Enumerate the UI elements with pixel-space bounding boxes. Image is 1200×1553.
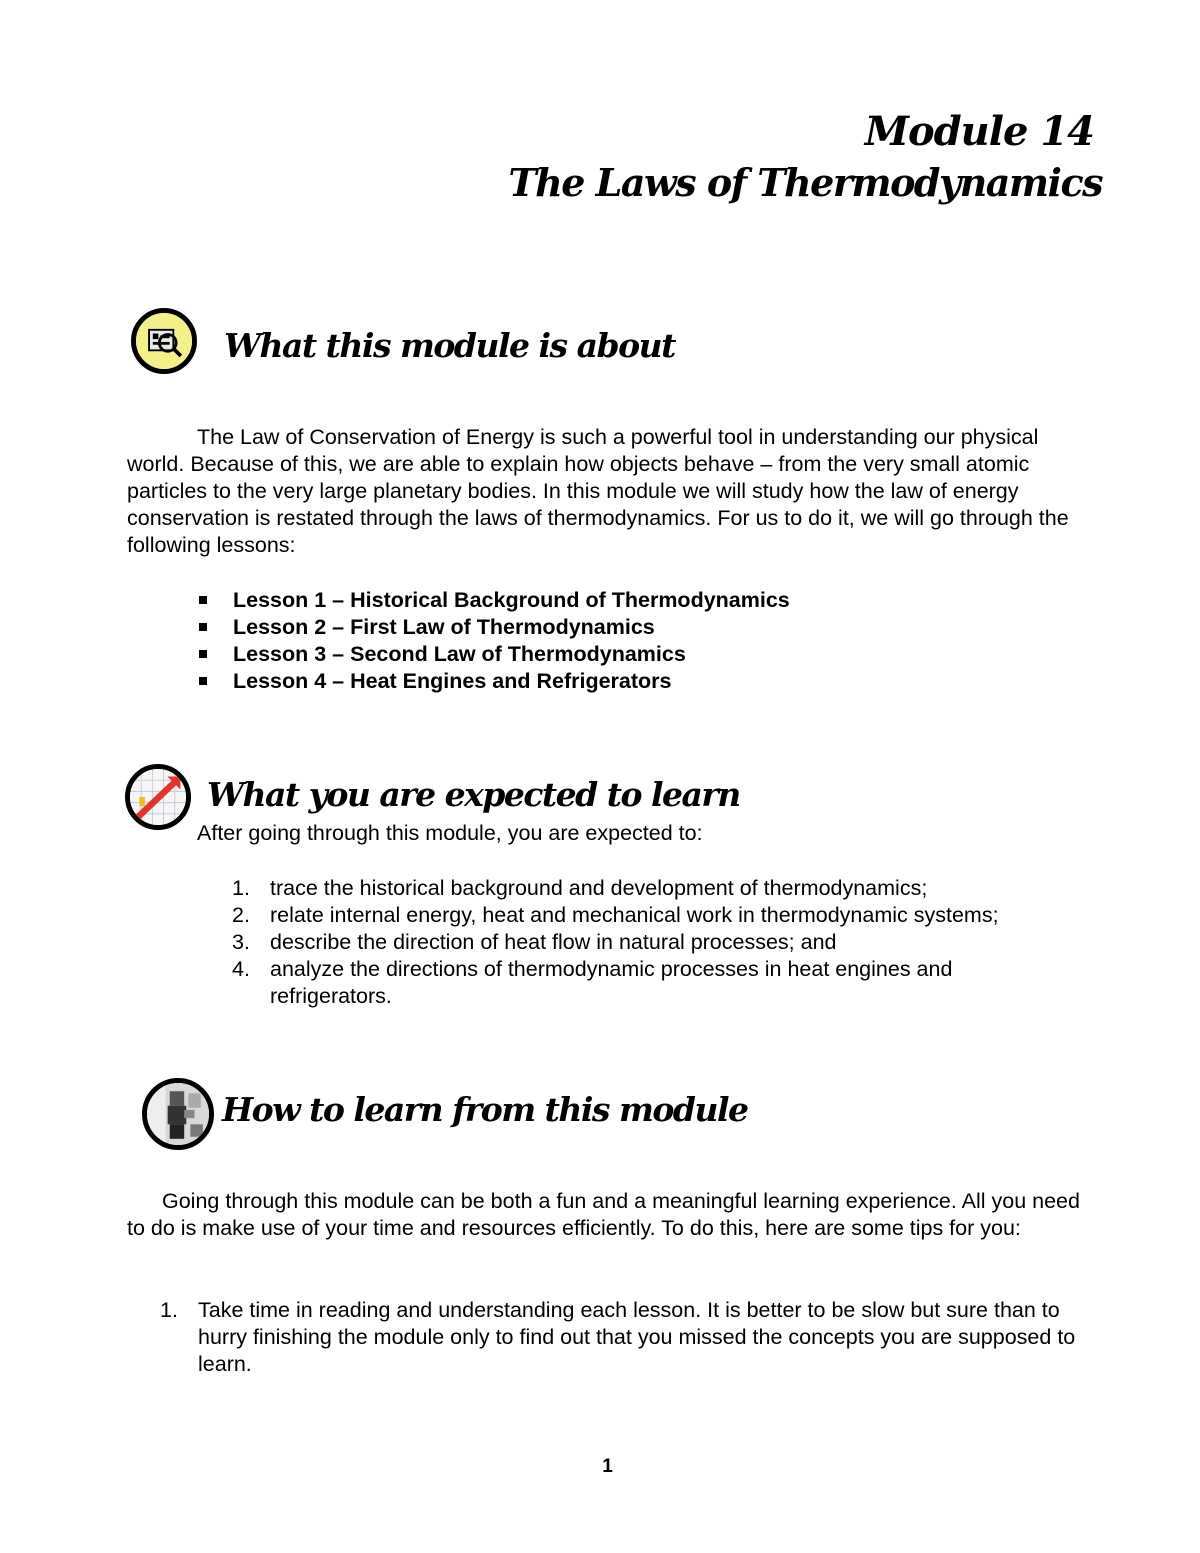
tips-list	[160, 1297, 1080, 1378]
list-item: Lesson 2 – First Law of Thermodynamics	[195, 614, 790, 641]
list-item: Lesson 1 – Historical Background of Thermodynamics	[195, 587, 790, 614]
about-paragraph	[127, 424, 1092, 559]
list-item: 4. analyze the directions of thermodynamic processes in heat engines and refrigerators.	[232, 957, 953, 1008]
list-item: 2. relate internal energy, heat and mechanical work in thermodynamic systems;	[232, 903, 999, 927]
person-icon	[142, 1078, 214, 1150]
list-item: Lesson 3 – Second Law of Thermodynamics	[195, 641, 790, 668]
module-number: Module 14	[864, 108, 1094, 155]
section-heading-howto: How to learn from this module	[222, 1090, 748, 1129]
expected-intro: After going through this module, you are expected to:	[197, 821, 703, 845]
list-item: 1. trace the historical background and development of thermodynamics;	[232, 876, 928, 900]
lesson-list	[195, 587, 790, 695]
magnifier-book-icon	[131, 308, 197, 374]
module-title: The Laws of Thermodynamics	[508, 160, 1102, 205]
list-item: Lesson 4 – Heat Engines and Refrigerators	[195, 668, 790, 695]
list-item: 3. describe the direction of heat flow in natural processes; and	[232, 930, 837, 954]
about-paragraph-text: The Law of Conservation of Energy is such a powerful tool in understanding our physical world. Because of this, we are able to explain how objects behave – from the very small atomic particles to the very large planetary bodies. In this module we will study how the law of energy conservation is restated through the laws of thermodynamics. For us to do it, we will go through the following lessons:	[127, 425, 1069, 557]
chart-arrow-icon	[125, 764, 191, 830]
list-item: 1. Take time in reading and understanding each lesson. It is better to be slow but sure than to hurry finishing the module only to find out that you missed the concepts you are supposed to learn.	[160, 1298, 1076, 1376]
section-heading-about: What this module is about	[224, 326, 675, 365]
howto-paragraph	[127, 1188, 1092, 1242]
section-heading-expected: What you are expected to learn	[207, 775, 740, 814]
howto-paragraph-text: Going through this module can be both a fun and a meaningful learning experience. All you need to do is make use of your time and resources efficiently. To do this, here are some tips for you:	[127, 1189, 1080, 1240]
objective-list	[232, 875, 1092, 1010]
page-number: 1	[602, 1456, 613, 1477]
